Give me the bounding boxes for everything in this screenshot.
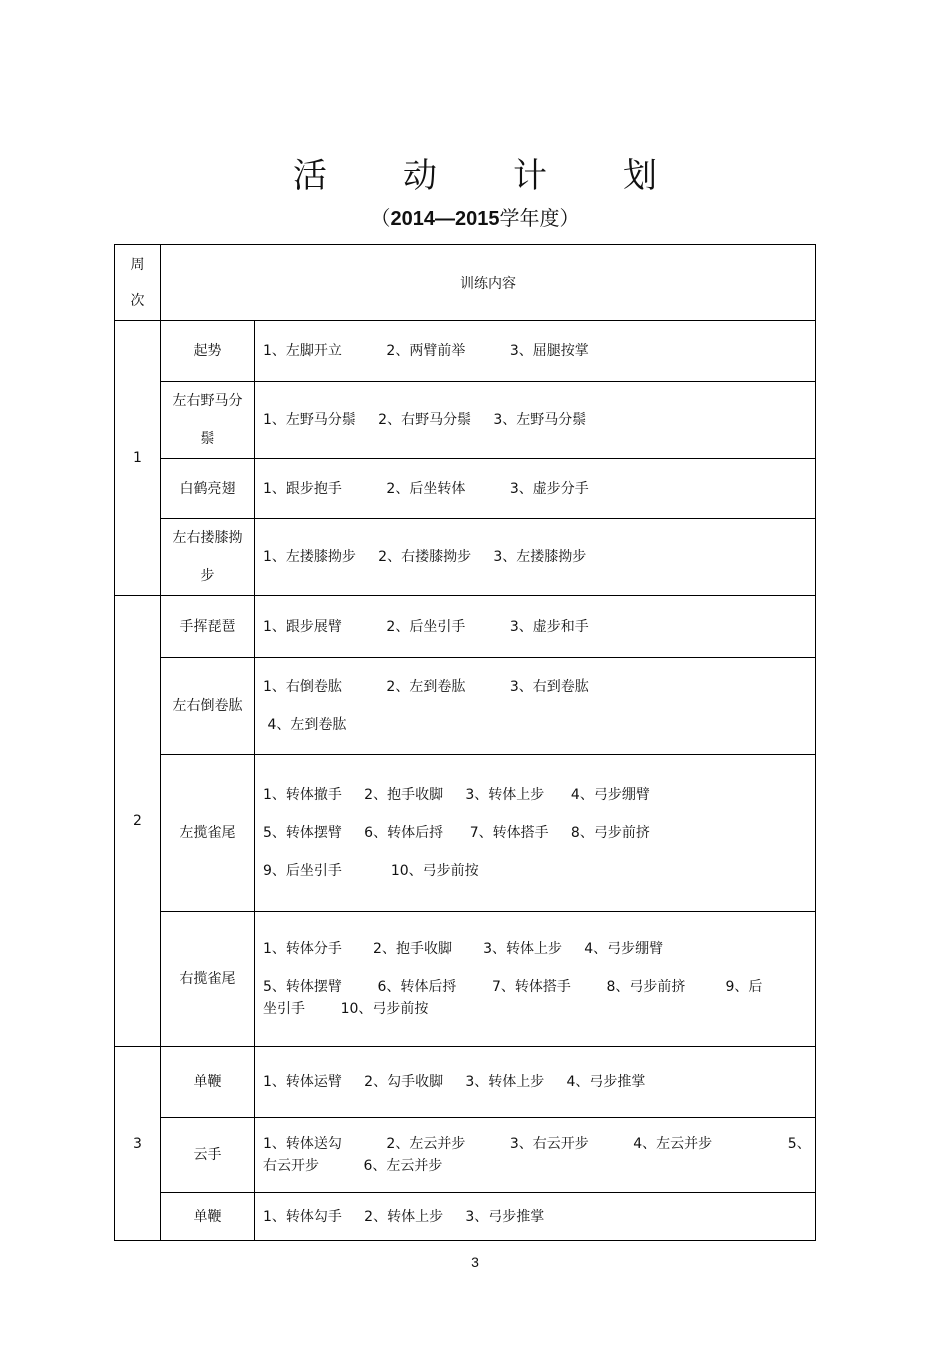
- table-header-row: [115, 245, 816, 321]
- subtitle-suffix: 学年度）: [499, 206, 580, 230]
- training-detail: [255, 321, 816, 382]
- move-name: 右揽雀尾: [179, 971, 236, 987]
- header-week: [115, 245, 161, 321]
- subtitle-open: （: [370, 206, 391, 230]
- move-name: 左揽雀尾: [179, 825, 236, 841]
- training-detail: [255, 658, 816, 755]
- activity-plan-table: [114, 244, 816, 1241]
- table-row: [115, 1047, 816, 1118]
- move-name: 云手: [193, 1147, 222, 1163]
- move-cell: [161, 382, 255, 459]
- title-char: 动: [403, 156, 437, 196]
- move-name: 左右倒卷肱: [172, 698, 243, 714]
- detail-line: 5、转体摆臂 6、转体后捋 7、转体搭手 8、弓步前挤 9、后: [263, 979, 763, 995]
- subtitle: [0, 202, 950, 231]
- detail-line: 1、转体撤手 2、抱手收脚 3、转体上步 4、弓步绷臂: [263, 787, 650, 803]
- detail-line: 1、左脚开立 2、两臂前举 3、屈腿按掌: [263, 343, 589, 359]
- title-char: 计: [513, 156, 547, 196]
- training-detail: [255, 382, 816, 459]
- detail-line: 1、右倒卷肱 2、左到卷肱 3、右到卷肱: [263, 679, 589, 695]
- detail-line: 9、后坐引手 10、弓步前按: [263, 863, 479, 879]
- table-row: [115, 1118, 816, 1193]
- detail-line: 坐引手 10、弓步前按: [263, 1001, 429, 1017]
- detail-line: [263, 806, 807, 822]
- table-row: [115, 382, 816, 459]
- move-name: 手挥琵琶: [179, 618, 236, 635]
- table-row: [115, 596, 816, 658]
- detail-line: [263, 698, 807, 714]
- header-content: 训练内容: [161, 245, 816, 321]
- move-name: 单鞭: [193, 1208, 222, 1225]
- move-cell: [161, 321, 255, 382]
- header-week-label: 周次: [130, 256, 145, 309]
- training-detail: [255, 596, 816, 658]
- detail-line: 5、转体摆臂 6、转体后捋 7、转体搭手 8、弓步前挤: [263, 825, 650, 841]
- week-number: 1: [115, 321, 161, 596]
- detail-line: 4、左到卷肱: [263, 717, 347, 733]
- move-cell: [161, 1193, 255, 1241]
- move-name: 单鞭: [193, 1074, 222, 1090]
- move-cell: [161, 658, 255, 755]
- detail-line: 1、转体分手 2、抱手收脚 3、转体上步 4、弓步绷臂: [263, 941, 664, 957]
- detail-line: 右云开步 6、左云并步: [263, 1158, 443, 1174]
- page-number: 3: [471, 1254, 479, 1270]
- detail-line: 1、跟步展臂 2、后坐引手 3、虚步和手: [263, 618, 589, 635]
- detail-line: [263, 844, 807, 860]
- detail-line: 1、跟步抱手 2、后坐转体 3、虚步分手: [263, 480, 589, 497]
- detail-line: 1、左搂膝拗步 2、右搂膝拗步 3、左搂膝拗步: [263, 549, 587, 565]
- move-cell: [161, 755, 255, 912]
- move-cell: [161, 459, 255, 519]
- title-char: 活: [293, 156, 327, 196]
- detail-line: 1、转体送勾 2、左云并步 3、右云开步 4、左云并步 5、: [263, 1136, 811, 1152]
- table-row: [115, 1193, 816, 1241]
- week-number: 2: [115, 596, 161, 1047]
- training-detail: [255, 459, 816, 519]
- title-char: 划: [623, 156, 657, 196]
- table-row: [115, 658, 816, 755]
- detail-line: [263, 960, 807, 976]
- move-name: 左右搂膝拗步: [172, 530, 243, 584]
- move-cell: [161, 596, 255, 658]
- detail-line: 1、左野马分鬃 2、右野马分鬃 3、左野马分鬃: [263, 412, 587, 428]
- table-row: [115, 459, 816, 519]
- training-detail: [255, 912, 816, 1047]
- week-number: 3: [115, 1047, 161, 1241]
- training-detail: [255, 1047, 816, 1118]
- move-cell: [161, 1118, 255, 1193]
- training-detail: [255, 755, 816, 912]
- training-detail: [255, 1118, 816, 1193]
- move-cell: [161, 1047, 255, 1118]
- detail-line: 1、转体运臂 2、勾手收脚 3、转体上步 4、弓步推掌: [263, 1074, 646, 1090]
- training-detail: [255, 1193, 816, 1241]
- table-row: [115, 321, 816, 382]
- page-title: [0, 148, 950, 197]
- move-cell: [161, 912, 255, 1047]
- move-name: 左右野马分鬃: [172, 393, 243, 447]
- move-name: 白鹤亮翅: [179, 480, 236, 497]
- table-row: [115, 519, 816, 596]
- move-name: 起势: [193, 343, 222, 359]
- training-detail: [255, 519, 816, 596]
- move-cell: [161, 519, 255, 596]
- table-row: [115, 755, 816, 912]
- table-row: [115, 912, 816, 1047]
- detail-line: 1、转体勾手 2、转体上步 3、弓步推掌: [263, 1208, 545, 1225]
- subtitle-years: 2014—2015: [390, 208, 500, 230]
